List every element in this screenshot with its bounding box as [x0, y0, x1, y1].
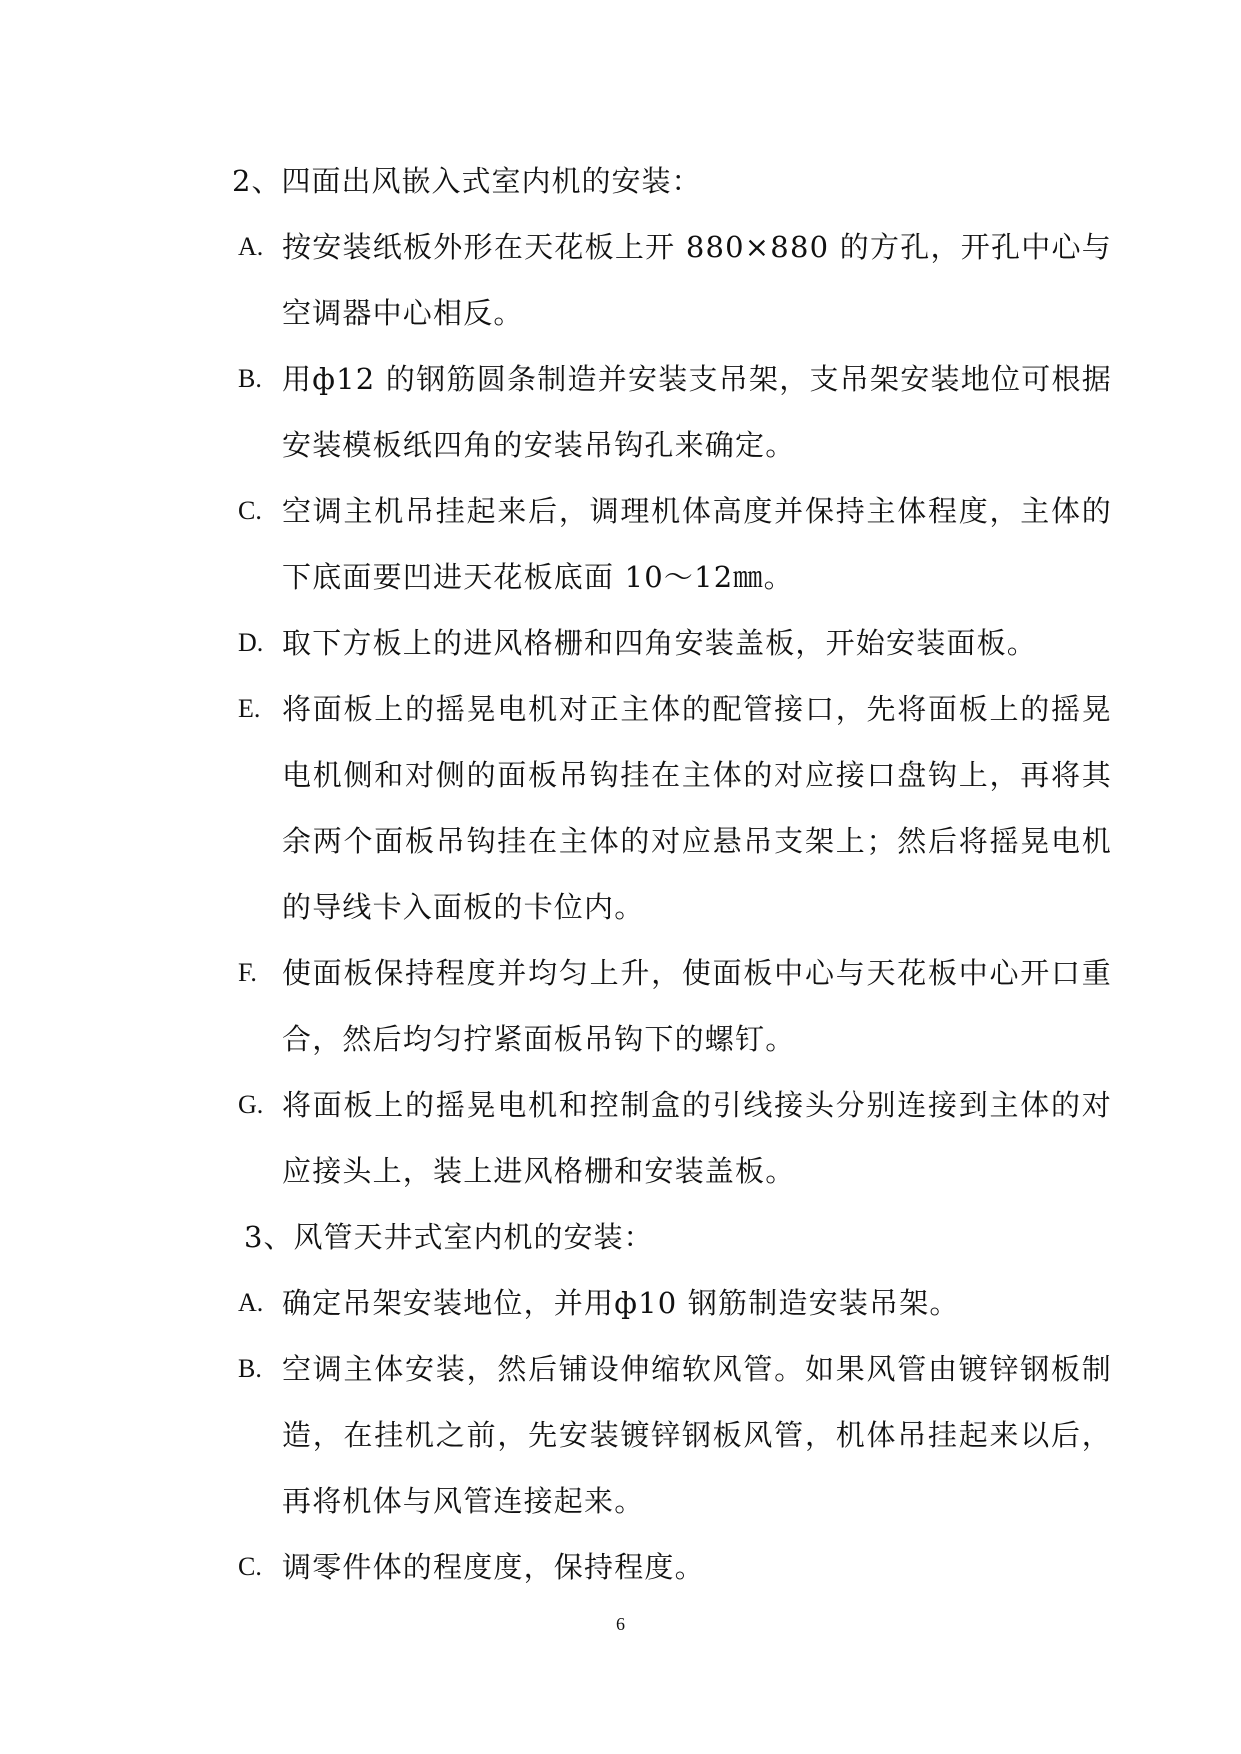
- item-text: 空调主体安装，然后铺设伸缩软风管。如果风管由镀锌钢板制造，在挂机之前，先安装镀锌钢板风管，机体吊挂起来以后，再将机体与风管连接起来。: [282, 1352, 1112, 1518]
- item-text: 将面板上的摇晃电机和控制盒的引线接头分别连接到主体的对应接头上，装上进风格栅和安装盖板。: [282, 1088, 1112, 1188]
- item-text: 取下方板上的进风格栅和四角安装盖板，开始安装面板。: [282, 626, 1038, 660]
- list-item: [232, 214, 1112, 346]
- item-marker: A.: [238, 232, 264, 261]
- item-marker: F.: [238, 958, 257, 987]
- item-text: 用ф12 的钢筋圆条制造并安装支吊架，支吊架安装地位可根据安装模板纸四角的安装吊钩孔来确定。: [282, 362, 1112, 462]
- item-text: 将面板上的摇晃电机对正主体的配管接口，先将面板上的摇晃电机侧和对侧的面板吊钩挂在主体的对应接口盘钩上，再将其余两个面板吊钩挂在主体的对应悬吊支架上；然后将摇晃电机的导线卡入面板的卡位内。: [282, 692, 1112, 924]
- item-marker: E.: [238, 694, 261, 723]
- list-item: [232, 676, 1112, 940]
- list-item: [232, 478, 1112, 610]
- item-marker: C.: [238, 1552, 262, 1581]
- page-number: 6: [616, 1614, 625, 1634]
- item-text: 按安装纸板外形在天花板上开 880×880 的方孔，开孔中心与空调器中心相反。: [282, 230, 1112, 330]
- page-content: [232, 148, 1112, 1600]
- list-item: [232, 1534, 1112, 1600]
- list-item: [232, 1336, 1112, 1534]
- list-item: [232, 1270, 1112, 1336]
- item-marker: C.: [238, 496, 262, 525]
- item-marker: A.: [238, 1288, 264, 1317]
- item-marker: B.: [238, 364, 262, 393]
- item-marker: B.: [238, 1354, 262, 1383]
- list-item: [232, 346, 1112, 478]
- item-text: 空调主机吊挂起来后，调理机体高度并保持主体程度，主体的下底面要凹进天花板底面 10～12㎜。: [282, 494, 1112, 594]
- section-heading-2: 2、四面出风嵌入式室内机的安装：: [232, 164, 702, 198]
- list-item: [232, 940, 1112, 1072]
- item-text: 调零件体的程度度，保持程度。: [282, 1550, 705, 1584]
- list-item: [232, 1072, 1112, 1204]
- item-text: 使面板保持程度并均匀上升，使面板中心与天花板中心开口重合，然后均匀拧紧面板吊钩下的螺钉。: [282, 956, 1112, 1056]
- item-marker: D.: [238, 628, 264, 657]
- item-marker: G.: [238, 1090, 264, 1119]
- item-text: 确定吊架安装地位，并用ф10 钢筋制造安装吊架。: [282, 1286, 960, 1320]
- section-heading-3: 3、风管天井式室内机的安装：: [244, 1220, 654, 1254]
- list-item: [232, 610, 1112, 676]
